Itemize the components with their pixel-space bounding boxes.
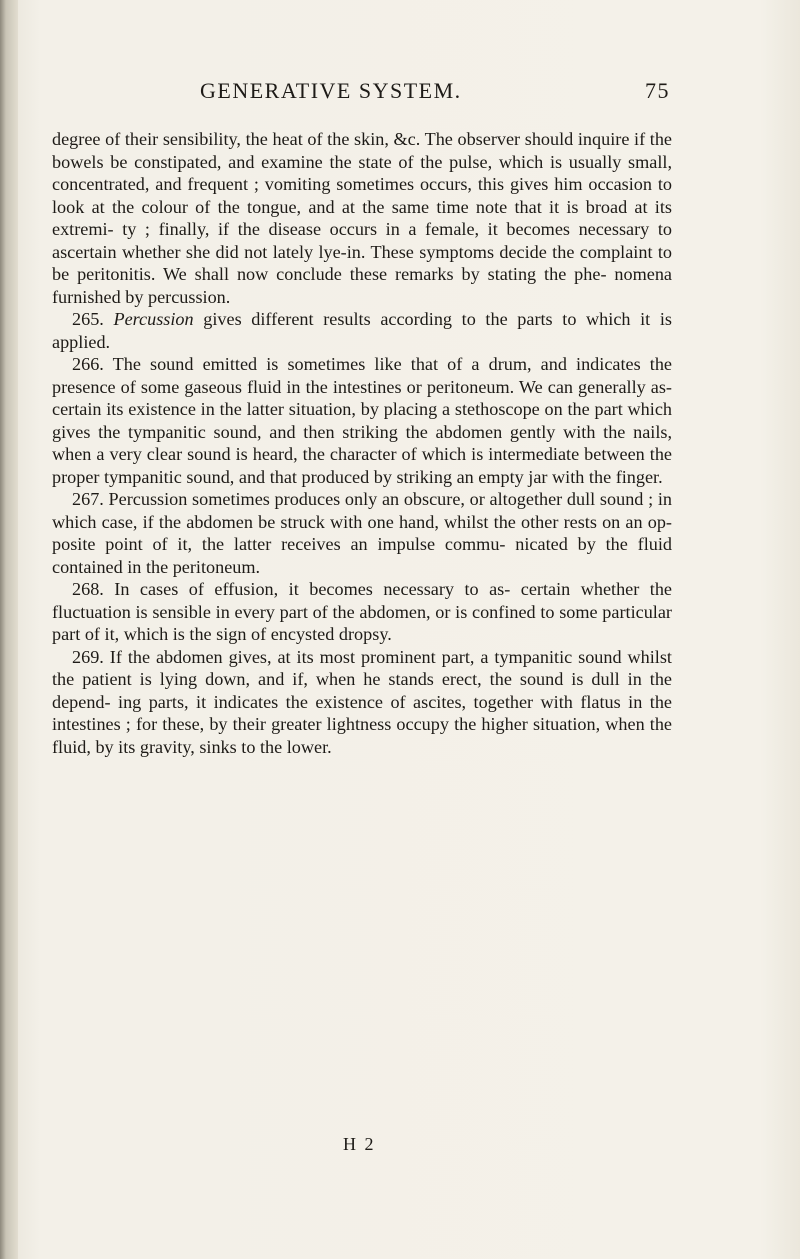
paragraph-text: In cases of effusion, it becomes necessary to as- certain whether the fluctuation is sensible in every part of the abdomen, or is confined to some particular part of it, which is the sign of encysted dropsy. — [52, 579, 672, 644]
running-title: GENERATIVE SYSTEM. — [200, 78, 462, 103]
paragraph-268 — [52, 578, 672, 646]
page-gutter-shadow — [0, 0, 18, 1259]
paragraph-number: 269. — [72, 646, 104, 667]
page-number: 75 — [645, 78, 670, 103]
paragraph-text: gives different results according to the parts to which it is applied. — [52, 309, 673, 352]
signature-mark: H 2 — [343, 1134, 376, 1154]
paragraph-text: Percussion sometimes produces only an obscure, or altogether dull sound ; in which case, if the abdomen be struck with one hand, whilst the other rests on an op- posite point of it, the latter receives an impulse commu- nicated by the fluid contained in the peritoneum. — [52, 489, 672, 577]
paragraph-text: The sound emitted is sometimes like that of a drum, and indicates the presence of some gaseous fluid in the intestines or peritoneum. We can generally as- certain its existence in the latter situation, by placing a stethoscope on the part which gives the tympanitic sound, and then striking the abdomen gently with the nails, when a very clear sound is heard, the character of which is intermediate between the proper tympanitic sound, and that produced by striking an empty jar with the finger. — [52, 354, 673, 487]
paragraph-number: 268. — [72, 579, 104, 599]
paragraph-number: 265. — [72, 309, 104, 329]
paragraph-number: 267. — [72, 489, 104, 509]
paragraph-text: If the abdomen gives, at its most prominent part, a tympanitic sound whilst the patient is lying down, and if, when he stands erect, the sound is dull in the depend- ing parts, it indicates the existence of ascites, together with flatus in the intestines ; for these, by their greater lightness occupy the higher situation, when the fluid, by its gravity, sinks to the lower. — [52, 646, 672, 757]
paragraph-lead-italic: Percussion — [113, 309, 194, 329]
page-header — [150, 78, 670, 108]
paragraph-269 — [52, 646, 672, 759]
body-text — [52, 128, 672, 758]
paragraph-text: degree of their sensibility, the heat of the skin, &c. The observer should inquire if the bowels be constipated, and examine the state of the pulse, which is usually small, concentrated, and frequent ; vomiting sometimes occurs, this gives him occasion to look at the colour of the tongue, and at the same time note that it is broad at its extremi- ty ; finally, if the disease occurs in a female, it becomes necessary to ascertain whether she did not lately lye-in. These symptoms decide the complaint to be peritonitis. We shall now conclude these remarks by stating the phe- nomena furnished by percussion. — [52, 129, 672, 307]
paragraph-267 — [52, 488, 672, 578]
paragraph-265 — [52, 308, 672, 353]
paragraph-266 — [52, 353, 672, 488]
paragraph-continuation — [52, 128, 672, 308]
paragraph-number: 266. — [72, 354, 104, 374]
